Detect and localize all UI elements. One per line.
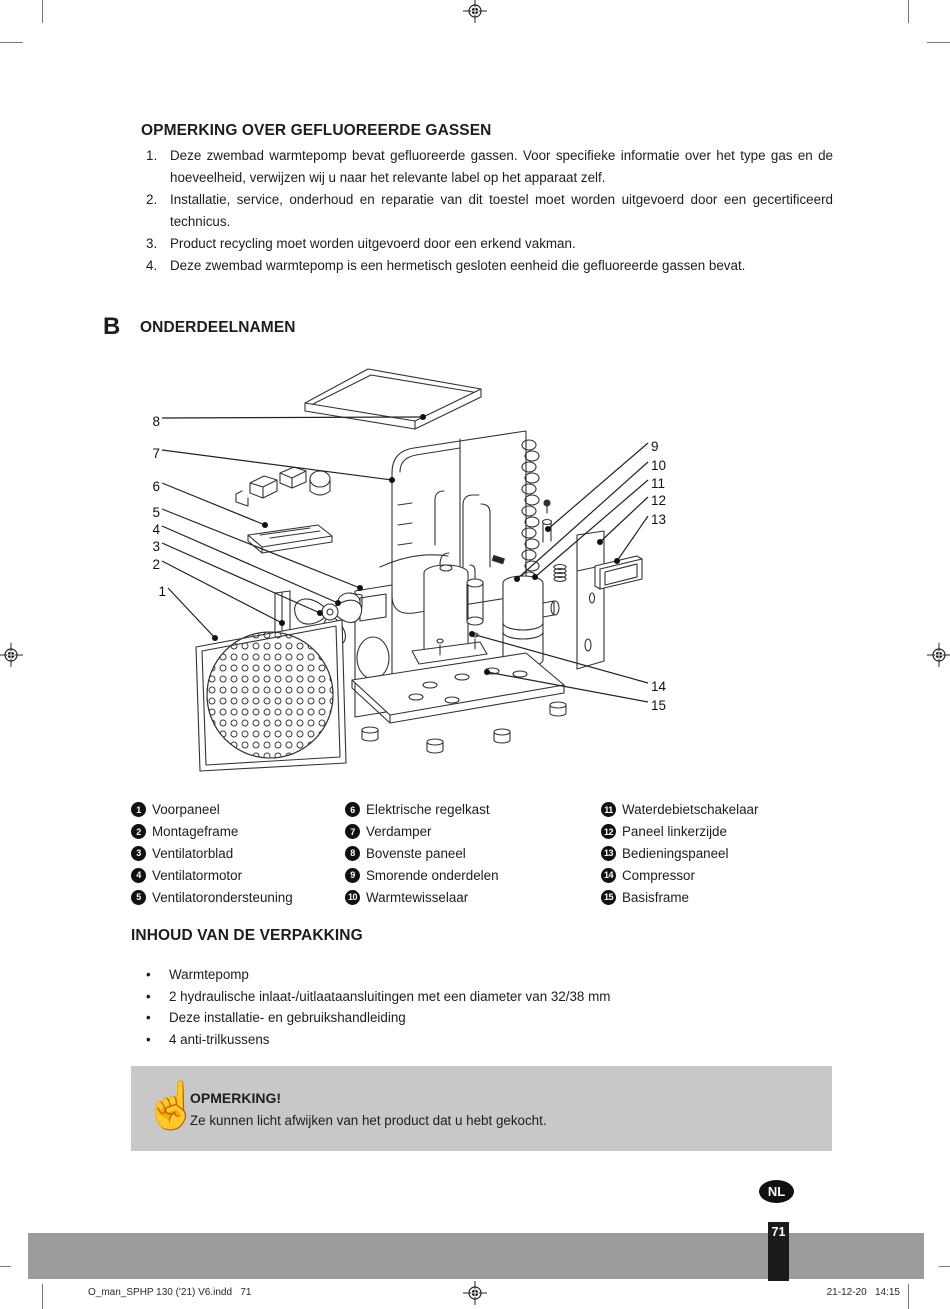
exploded-view-diagram	[130, 355, 750, 775]
legend-item	[601, 843, 758, 865]
part-number-badge: 3	[131, 846, 146, 861]
part-number-badge: 9	[345, 868, 360, 883]
list-item	[146, 1007, 836, 1029]
legend-item	[601, 799, 758, 821]
part-label: Bedieningspaneel	[622, 845, 729, 861]
callout-7: 7	[152, 446, 160, 461]
left-side-panel	[577, 531, 604, 669]
legend-item	[131, 886, 293, 908]
heat-exchanger	[503, 576, 559, 667]
legend-item	[345, 886, 499, 908]
crop-mark	[42, 1284, 43, 1309]
callout-13: 13	[651, 512, 667, 527]
part-number-badge: 1	[131, 802, 146, 817]
legend-item	[131, 843, 293, 865]
list-item-text: Product recycling moet worden uitgevoerd door een erkend vakman.	[170, 236, 576, 251]
legend-item	[601, 864, 758, 886]
note-text: Ze kunnen licht afwijken van het product dat u hebt gekocht.	[190, 1113, 547, 1128]
part-number-badge: 13	[601, 846, 616, 861]
list-item-text: Deze zwembad warmtepomp bevat gefluoreerde gassen. Voor specifieke informatie over het type gas en de hoeveelheid, verwijzen wij u naar het relevante label op het apparaat zelf.	[170, 148, 833, 185]
part-label: Bovenste paneel	[366, 845, 466, 861]
part-label: Elektrische regelkast	[366, 802, 490, 818]
crop-mark	[908, 0, 909, 23]
package-list	[146, 964, 836, 1050]
list-item	[146, 964, 836, 986]
pointing-hand-icon: ☝	[143, 1079, 201, 1131]
callout-14: 14	[651, 679, 667, 694]
part-label: Basisframe	[622, 889, 689, 905]
list-item	[146, 986, 836, 1008]
note-title: OPMERKING!	[190, 1090, 281, 1106]
list-item-number: 3.	[146, 236, 158, 251]
footer-bar	[28, 1233, 924, 1279]
crop-mark	[939, 1266, 950, 1267]
part-label: Montageframe	[152, 824, 239, 840]
legend-item	[601, 821, 758, 843]
callout-2: 2	[152, 557, 160, 572]
legend-item	[131, 864, 293, 886]
list-item	[146, 189, 836, 233]
registration-mark-icon	[0, 643, 23, 667]
callout-11: 11	[651, 476, 666, 491]
crop-mark	[42, 0, 43, 23]
legend-item	[601, 886, 758, 908]
callout-4: 4	[152, 522, 160, 537]
legend-item	[345, 821, 499, 843]
part-number-badge: 4	[131, 868, 146, 883]
callout-3: 3	[152, 539, 160, 554]
list-item	[146, 255, 836, 277]
list-item-text: Deze zwembad warmtepomp is een hermetisch gesloten eenheid die gefluoreerde gassen bevat.	[170, 258, 746, 273]
part-number-badge: 12	[601, 824, 616, 839]
callout-1: 1	[158, 584, 166, 599]
parts-section-title: ONDERDEELNAMEN	[140, 319, 296, 336]
part-label: Smorende onderdelen	[366, 867, 499, 883]
part-label: Waterdebietschakelaar	[622, 802, 759, 818]
bullet: •	[146, 1010, 151, 1025]
list-item-number: 2.	[146, 192, 158, 207]
part-label: Voorpaneel	[152, 802, 220, 818]
callout-15: 15	[651, 698, 667, 713]
registration-mark-icon	[927, 643, 950, 667]
part-label: Warmtewisselaar	[366, 889, 469, 905]
footer-datetime: 21-12-20 14:15	[826, 1287, 900, 1298]
crop-mark	[927, 42, 950, 43]
part-number-badge: 14	[601, 868, 616, 883]
spring-part	[554, 565, 566, 582]
front-panel	[196, 620, 346, 771]
part-number-badge: 6	[345, 802, 360, 817]
fluor-list	[146, 145, 836, 277]
list-item	[146, 145, 836, 189]
top-panel	[305, 369, 481, 429]
part-label: Verdamper	[366, 824, 432, 840]
parts-legend	[131, 799, 832, 909]
language-badge: NL	[759, 1180, 794, 1203]
crop-mark	[908, 1284, 909, 1309]
part-label: Ventilatorblad	[152, 845, 234, 861]
callout-8: 8	[152, 414, 160, 429]
part-number-badge: 7	[345, 824, 360, 839]
footer-filename: O_man_SPHP 130 ('21) V6.indd 71	[88, 1287, 252, 1298]
list-item-text: 2 hydraulische inlaat-/uitlaataansluitingen met een diameter van 32/38 mm	[169, 988, 611, 1004]
list-item-text: Deze installatie- en gebruikshandleiding	[169, 1010, 406, 1025]
part-number-badge: 10	[345, 890, 360, 905]
package-section-title: INHOUD VAN DE VERPAKKING	[131, 927, 363, 944]
callout-10: 10	[651, 458, 667, 473]
legend-item	[131, 799, 293, 821]
bullet: •	[146, 988, 151, 1004]
list-item-text: 4 anti-trilkussens	[169, 1031, 270, 1047]
registration-mark-icon	[463, 0, 487, 23]
list-item-text: Installatie, service, onderhoud en reparatie van dit toestel moet worden uitgevoerd door een gecertificeerd technicus.	[170, 192, 833, 229]
callout-6: 6	[152, 479, 160, 494]
part-label: Paneel linkerzijde	[622, 824, 727, 840]
legend-item	[345, 864, 499, 886]
water-flow-switch	[543, 500, 552, 542]
part-number-badge: 11	[601, 802, 616, 817]
part-label: Compressor	[622, 867, 695, 883]
list-item-number: 1.	[146, 148, 158, 163]
bullet: •	[146, 1031, 151, 1047]
section-letter: B	[103, 313, 121, 340]
part-number-badge: 5	[131, 890, 146, 905]
note-box	[131, 1066, 832, 1151]
legend-item	[345, 843, 499, 865]
callout-9: 9	[651, 439, 659, 454]
registration-mark-icon	[463, 1281, 487, 1305]
part-number-badge: 8	[345, 846, 360, 861]
part-number-badge: 15	[601, 890, 616, 905]
legend-item	[345, 799, 499, 821]
list-item	[146, 233, 836, 255]
bullet: •	[146, 967, 151, 982]
crop-mark	[0, 42, 23, 43]
part-label: Ventilatormotor	[152, 867, 243, 883]
part-number-badge: 2	[131, 824, 146, 839]
list-item-text: Warmtepomp	[169, 967, 249, 982]
electrical-box	[236, 467, 330, 506]
legend-item	[131, 821, 293, 843]
crop-mark	[0, 1266, 11, 1267]
callout-12: 12	[651, 493, 667, 508]
part-label: Ventilatorondersteuning	[152, 889, 293, 905]
list-item	[146, 1029, 836, 1051]
list-item-number: 4.	[146, 258, 158, 273]
page-number: 71	[768, 1222, 789, 1281]
callout-5: 5	[152, 505, 160, 520]
fluor-section-title: OPMERKING OVER GEFLUOREERDE GASSEN	[141, 122, 492, 139]
